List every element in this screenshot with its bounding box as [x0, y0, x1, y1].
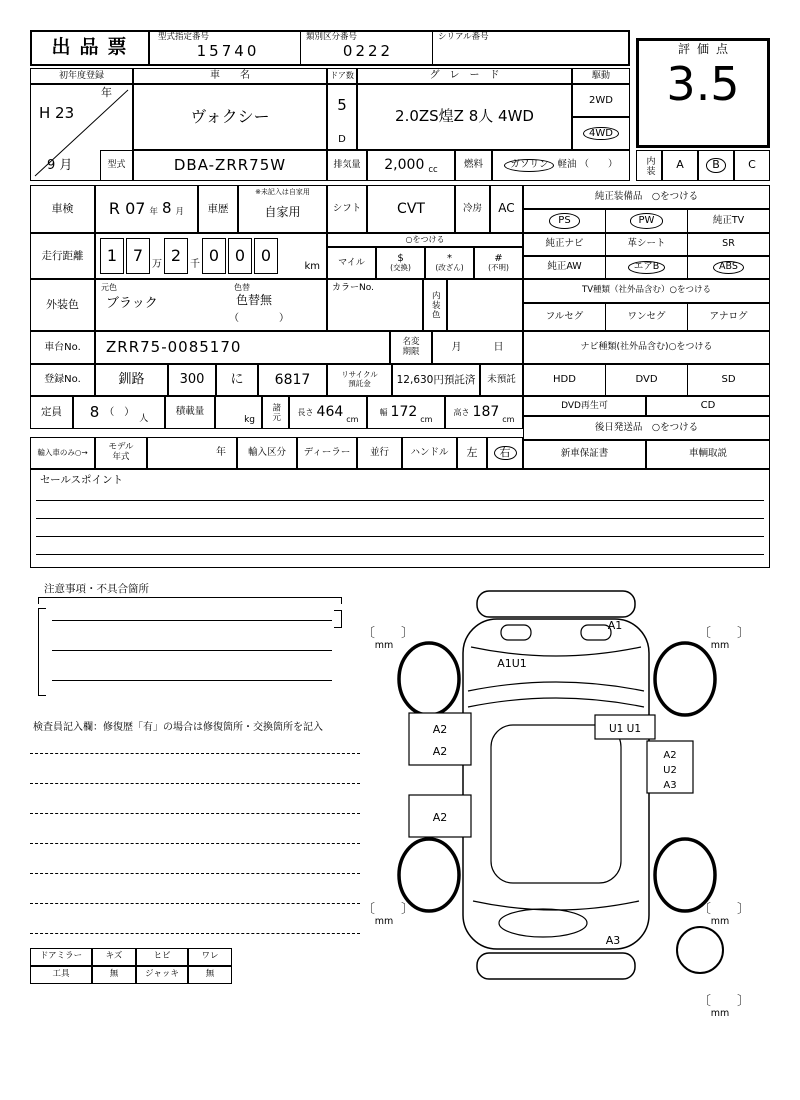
door-mirror-label: ドアミラー	[30, 948, 92, 966]
inspector-line-6	[30, 903, 360, 904]
history-value: 自家用	[264, 205, 301, 220]
class-number-label: 類別区分番号	[306, 32, 358, 42]
handle-left: 左	[457, 437, 487, 469]
height-value: 187	[472, 404, 500, 421]
damage-code-l1b: A2	[432, 745, 448, 758]
base-color-label: 元色	[101, 283, 117, 292]
sales-line-4	[36, 554, 764, 555]
tv-oneseg: ワンセグ	[605, 303, 688, 331]
header-divider-1	[300, 31, 301, 65]
tread-rear-left	[362, 898, 415, 927]
tv-analog: アナログ	[687, 303, 770, 331]
mm-label: mm	[374, 916, 394, 927]
mileage-man: 万	[152, 258, 162, 270]
mm-label: mm	[710, 640, 730, 651]
model-year-l1: モデル	[108, 442, 134, 453]
displacement-value: 2,000	[384, 157, 425, 174]
mileage-exchange-symbol: $	[397, 252, 404, 264]
bracket-glyph: 〔 〕	[362, 626, 415, 641]
damage-code-a1u1: A1U1	[497, 657, 527, 670]
evaluation-score: 3.5	[666, 57, 740, 111]
shaken-year-suffix: 年	[149, 207, 158, 218]
shaken-era: R 07	[108, 198, 146, 218]
rename-deadline-label	[390, 331, 432, 364]
mm-label: mm	[710, 1008, 730, 1019]
base-color-value: ブラック	[106, 296, 158, 311]
model-year-l2: 年式	[112, 452, 130, 462]
model-year-label	[95, 437, 147, 469]
grade-value: 2.0ZS煌Z 8人 4WD	[357, 84, 572, 150]
capacity-paren: （ ）	[104, 406, 135, 418]
rename-date-cell	[432, 331, 523, 364]
capacity-cell	[73, 396, 165, 429]
navi-hdd: HDD	[523, 364, 606, 396]
fuel-paren: （ ）	[579, 159, 618, 171]
mileage-tamper-symbol: *	[447, 252, 452, 264]
displacement-unit: cc	[428, 165, 438, 176]
registration-no-label: 登録No.	[30, 364, 95, 396]
interior-grade-label: 内装	[636, 150, 662, 181]
bracket-glyph: 〔 〕	[362, 902, 415, 917]
navi-dvd: DVD	[605, 364, 688, 396]
split-label: ワレ	[188, 948, 232, 966]
height-cell	[445, 396, 523, 429]
sales-line-2	[36, 518, 764, 519]
handle-right-circle: 右	[494, 446, 517, 461]
capacity-unit: 人	[139, 413, 149, 424]
fuel-gasoline-circled: ガソリン	[504, 159, 554, 172]
fuel-cell	[492, 150, 630, 181]
equip-abs-circle: ABS	[713, 261, 744, 274]
first-reg-year-suffix: 年	[101, 86, 112, 99]
rear-left-tire	[399, 839, 459, 911]
mm-label: mm	[710, 916, 730, 927]
capacity-label: 定員	[30, 396, 73, 429]
mileage-unknown-option	[474, 247, 523, 279]
length-value: 464	[316, 404, 344, 421]
interior-grade-b	[698, 150, 734, 181]
scratch-label: キズ	[92, 948, 136, 966]
shaken-value-cell	[95, 185, 198, 233]
capacity-value: 8	[89, 402, 100, 421]
mileage-circle-note: ○をつける	[327, 233, 523, 247]
mileage-digit-2: 7	[126, 238, 150, 274]
header-divider-2	[432, 31, 433, 65]
navi-cd: CD	[646, 396, 770, 416]
notes-line-1	[52, 620, 332, 621]
inspector-label: 検査員記入欄：修復歴「有」の場合は修復箇所・交換箇所を記入	[33, 722, 323, 733]
shift-label: シフト	[327, 185, 367, 233]
color-change-value: 色替無	[236, 293, 273, 307]
bracket-glyph: 〔 〕	[698, 902, 751, 917]
recycle-l1: リサイクル	[341, 370, 378, 380]
color-no-cell	[327, 279, 423, 331]
later-shipping-header: 後日発送品 ○をつける	[523, 416, 770, 440]
damage-code-l1a: A2	[432, 723, 448, 736]
dvd-play: DVD再生可	[523, 396, 646, 416]
damage-code-r2a: A2	[663, 750, 677, 761]
history-note: ※未記入は自家用	[255, 188, 310, 196]
model-code-value: DBA-ZRR75W	[133, 150, 327, 181]
fuel-diesel: 軽油	[557, 159, 577, 171]
width-label: 幅	[379, 407, 388, 417]
spec-label: 諸元	[262, 396, 289, 429]
damage-code-a1: A1	[607, 619, 623, 632]
exterior-color-label: 外装色	[30, 279, 95, 331]
drive-4wd	[572, 117, 630, 150]
model-year-cell: 年	[147, 437, 237, 469]
notes-line-2	[52, 650, 332, 651]
height-unit: cm	[502, 414, 515, 424]
displacement-cell	[367, 150, 455, 181]
inspector-line-1	[30, 753, 360, 754]
color-change-paren: （ ）	[229, 313, 289, 324]
recycle-deposited: 12,630円預託済	[392, 364, 480, 396]
grade-header: グ レ ー ド	[357, 68, 572, 84]
class-number-value: 0222	[342, 42, 394, 60]
rear-bumper	[477, 953, 635, 979]
shaken-month-suffix: 月	[175, 207, 185, 218]
tool-none: 無	[92, 966, 136, 984]
damage-code-r1: U1 U1	[608, 723, 642, 735]
load-cell	[215, 396, 262, 429]
width-value: 172	[390, 404, 418, 421]
history-label: 車歴	[198, 185, 238, 233]
equip-aw: 純正AW	[523, 256, 606, 279]
displacement-label: 排気量	[327, 150, 367, 181]
tread-rear-right	[698, 898, 751, 927]
equip-leather: 革シート	[605, 233, 688, 256]
model-code-label: 型式	[100, 150, 133, 181]
chassis-no-value: ZRR75-0085170	[95, 331, 390, 364]
crack-label: ヒビ	[136, 948, 188, 966]
width-cell	[367, 396, 445, 429]
bracket-glyph: 〔 〕	[698, 626, 751, 641]
sales-line-1	[36, 500, 764, 501]
rename-l1: 名変	[402, 336, 420, 347]
registration-number: 6817	[258, 364, 327, 396]
color-change-label: 色替	[234, 283, 250, 292]
height-label: 高さ	[453, 407, 470, 417]
mileage-sen: 千	[190, 258, 200, 270]
new-car-warranty: 新車保証書	[523, 440, 646, 469]
doors-d: D	[338, 133, 346, 145]
doors-cell	[327, 84, 357, 150]
interior-grade-c: C	[734, 150, 770, 181]
first-reg-era: H 23	[39, 104, 75, 122]
sales-line-3	[36, 536, 764, 537]
equip-abs	[687, 256, 770, 279]
tool-label: 工具	[30, 966, 92, 984]
mileage-digit-6: 0	[254, 238, 278, 274]
equip-airbag	[605, 256, 688, 279]
notes-right-bracket	[334, 610, 342, 628]
car-name-header: 車 名	[133, 68, 327, 84]
import-only-label: 輸入車のみ○→	[30, 437, 95, 469]
model-designation-label: 型式指定番号	[158, 32, 210, 42]
doors-header: ドア数	[327, 68, 357, 84]
notes-label: 注意事項・不具合箇所	[44, 583, 149, 595]
mileage-unit: km	[304, 260, 320, 272]
damage-code-a3: A3	[605, 934, 621, 947]
front-left-tire	[399, 643, 459, 715]
mileage-digit-5: 0	[228, 238, 252, 274]
width-unit: cm	[420, 414, 433, 424]
import-dealer: ディーラー	[297, 437, 357, 469]
damage-code-r2b: U2	[663, 765, 677, 776]
inspector-line-2	[30, 783, 360, 784]
interior-color-value	[447, 279, 523, 331]
mileage-exchange-option	[376, 247, 425, 279]
equip-ps-circle: PS	[549, 213, 579, 229]
car-name-value: ヴォクシー	[133, 84, 327, 150]
front-right-tire	[655, 643, 715, 715]
chassis-no-label: 車台No.	[30, 331, 95, 364]
rename-day: 日	[493, 341, 504, 353]
equip-airbag-circle: エアB	[628, 261, 666, 274]
rename-month: 月	[451, 341, 462, 353]
bracket-glyph: 〔 〕	[698, 994, 751, 1009]
shaken-label: 車検	[30, 185, 95, 233]
shaken-month-num: 8	[162, 199, 172, 218]
length-cell	[289, 396, 367, 429]
drive-header: 駆動	[572, 68, 630, 84]
mileage-unknown-label: (不明)	[488, 263, 509, 273]
history-cell	[238, 185, 327, 233]
spare-tire-circle	[677, 927, 723, 973]
equip-ps	[523, 209, 606, 233]
fuel-label: 燃料	[455, 150, 492, 181]
mileage-unknown-symbol: #	[494, 252, 503, 264]
length-unit: cm	[346, 414, 359, 424]
mileage-digit-1: 1	[100, 238, 124, 274]
serial-number-label: シリアル番号	[438, 32, 489, 42]
tread-front-left	[362, 622, 415, 651]
equip-tv: 純正TV	[687, 209, 770, 233]
mileage-digits-cell	[95, 233, 327, 279]
tv-fullseg: フルセグ	[523, 303, 606, 331]
recycle-l2: 預託金	[348, 379, 371, 388]
load-unit: kg	[244, 414, 255, 425]
inspector-line-5	[30, 873, 360, 874]
mileage-tamper-option	[425, 247, 474, 279]
inspector-line-7	[30, 933, 360, 934]
equip-pw-circle: PW	[630, 213, 664, 229]
length-label: 長さ	[297, 407, 314, 417]
rename-l2: 期限	[402, 346, 420, 357]
equip-pw	[605, 209, 688, 233]
ac-label: 冷房	[455, 185, 490, 233]
drive-4wd-circle: 4WD	[583, 127, 619, 141]
ac-value: AC	[490, 185, 523, 233]
equipment-header: 純正装備品 ○をつける	[523, 185, 770, 209]
import-division-label: 輸入区分	[237, 437, 297, 469]
tv-type-header: TV種類（社外品含む）○をつける	[523, 279, 770, 303]
mileage-tamper-label: (改ざん)	[435, 263, 464, 273]
inspector-line-3	[30, 813, 360, 814]
doors-value: 5	[337, 96, 347, 114]
mm-label: mm	[374, 640, 394, 651]
registration-class: 300	[168, 364, 216, 396]
tread-spare	[698, 990, 751, 1019]
interior-grade-a: A	[662, 150, 698, 181]
shift-value: CVT	[367, 185, 455, 233]
navi-sd: SD	[687, 364, 770, 396]
equip-navi: 純正ナビ	[523, 233, 606, 256]
form-title: 出品票	[30, 30, 150, 66]
damage-code-l2: A2	[432, 811, 448, 824]
damage-code-r2c: A3	[663, 780, 677, 791]
tread-front-right	[698, 622, 751, 651]
mileage-label: 走行距離	[30, 233, 95, 279]
inspector-line-4	[30, 843, 360, 844]
notes-left-bracket	[38, 608, 46, 696]
handle-label: ハンドル	[402, 437, 457, 469]
first-reg-header: 初年度登録	[30, 68, 133, 84]
navi-type-header: ナビ種類(社外品含む)○をつける	[523, 331, 770, 364]
recycle-not-deposited: 未預託	[480, 364, 523, 396]
notes-top-bracket	[38, 597, 342, 604]
mileage-digit-3: 2	[164, 238, 188, 274]
drive-2wd: 2WD	[572, 84, 630, 117]
interior-color-label: 内装色	[423, 279, 447, 331]
mileage-mile-option: マイル	[327, 247, 376, 279]
jack-label: ジャッキ	[136, 966, 188, 984]
load-label: 積載量	[165, 396, 215, 429]
equip-sr: SR	[687, 233, 770, 256]
import-parallel: 並行	[357, 437, 402, 469]
exterior-color-cell	[95, 279, 327, 331]
registration-area: 釧路	[95, 364, 168, 396]
mileage-exchange-label: (交換)	[390, 263, 411, 273]
mileage-digit-4: 0	[202, 238, 226, 274]
jack-none: 無	[188, 966, 232, 984]
model-designation-value: 15740	[196, 42, 260, 60]
registration-kana: に	[216, 364, 258, 396]
notes-line-3	[52, 680, 332, 681]
vehicle-manual: 車輌取説	[646, 440, 770, 469]
color-no-label: カラーNo.	[332, 283, 374, 293]
interior-grade-b-circle: B	[706, 158, 726, 173]
handle-right	[487, 437, 523, 469]
front-bumper	[477, 591, 635, 617]
recycle-label	[327, 364, 392, 396]
evaluation-label: 評価点	[677, 42, 735, 56]
first-reg-month: 9 月	[47, 158, 73, 174]
sales-point-label: セールスポイント	[40, 474, 124, 486]
